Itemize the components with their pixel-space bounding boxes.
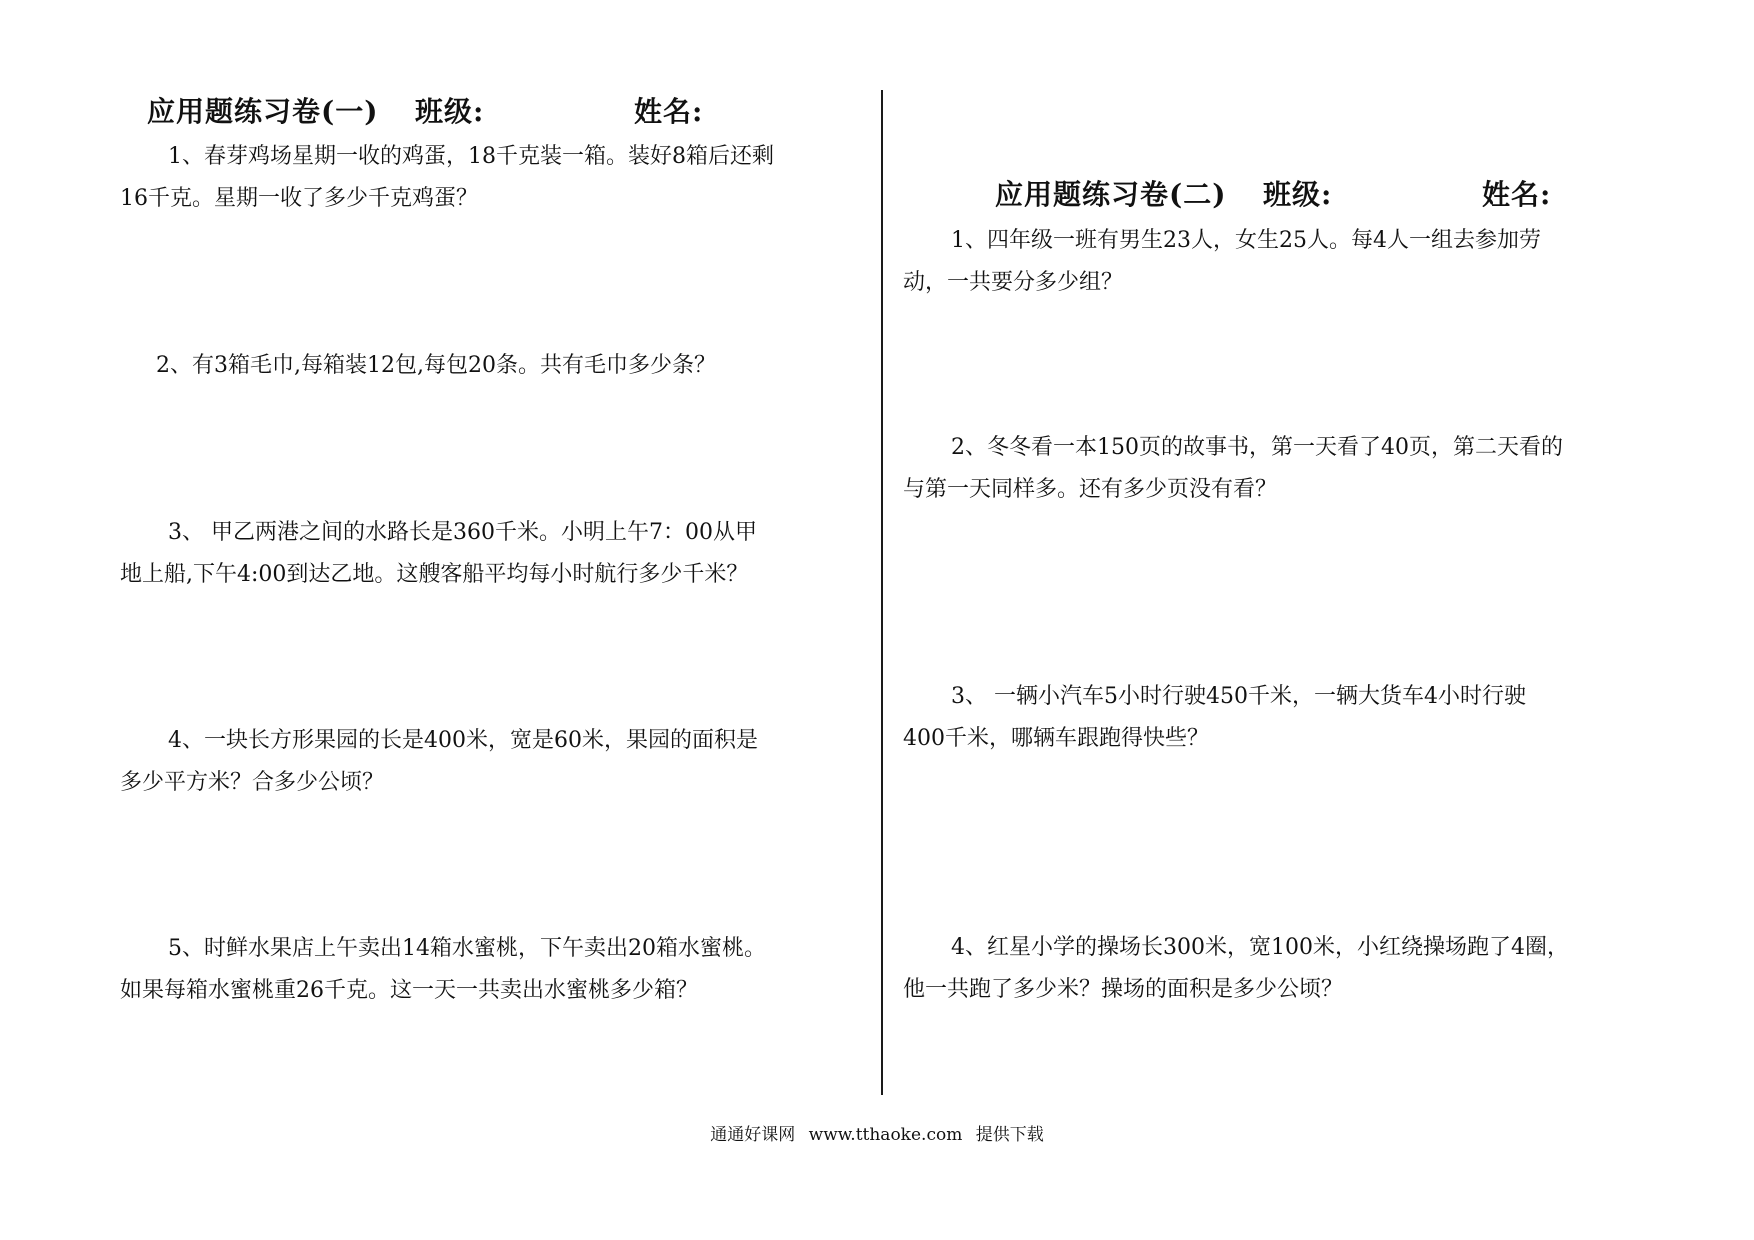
left-problem-1-line-1: 1、春芽鸡场星期一收的鸡蛋，18千克装一箱。装好8箱后还剩 (168, 144, 774, 169)
right-problem-1-line-1: 1、四年级一班有男生23人，女生25人。每4人一组去参加劳 (951, 228, 1541, 253)
left-problem-3-line-1: 3、 甲乙两港之间的水路长是360千米。小明上午7：00从甲 (168, 520, 757, 545)
left-problem-2-line-1: 2、有3箱毛巾,每箱装12包,每包20条。共有毛巾多少条？ (156, 353, 716, 378)
right-problem-3-line-1: 3、 一辆小汽车5小时行驶450千米，一辆大货车4小时行驶 (951, 684, 1526, 709)
left-problem-2 (120, 345, 716, 387)
right-problem-4 (903, 927, 1569, 1011)
right-problem-3 (903, 676, 1526, 760)
left-problem-5 (120, 928, 766, 1012)
left-name-label: 姓名: (634, 95, 704, 128)
footer (0, 1120, 1754, 1145)
left-heading (147, 92, 707, 132)
right-problem-1-line-2: 动，一共要分多少组？ (903, 270, 1124, 295)
right-heading (995, 175, 1555, 215)
right-problem-3-line-2: 400千米，哪辆车跟跑得快些？ (903, 726, 1209, 751)
footer-url[interactable]: www.tthaoke.com (808, 1125, 963, 1145)
left-problem-4 (120, 720, 758, 804)
left-problem-3-line-2: 地上船,下午4:00到达乙地。这艘客船平均每小时航行多少千米？ (120, 562, 749, 587)
left-title: 应用题练习卷(一) (147, 95, 379, 128)
right-problem-4-line-1: 4、红星小学的操场长300米，宽100米，小红绕操场跑了4圈， (951, 935, 1569, 960)
right-problem-2 (903, 427, 1563, 511)
left-problem-1-line-2: 16千克。星期一收了多少千克鸡蛋？ (120, 186, 478, 211)
footer-site-name: 通通好课网 (710, 1125, 796, 1145)
right-problem-2-line-2: 与第一天同样多。还有多少页没有看？ (903, 477, 1278, 502)
right-name-label: 姓名: (1482, 178, 1552, 211)
left-problem-1 (120, 136, 774, 220)
right-problem-1 (903, 220, 1541, 304)
column-divider (881, 90, 883, 1095)
footer-suffix: 提供下载 (975, 1125, 1044, 1145)
left-problem-5-line-1: 5、时鲜水果店上午卖出14箱水蜜桃，下午卖出20箱水蜜桃。 (168, 936, 766, 961)
left-class-label: 班级: (415, 95, 485, 128)
left-problem-4-line-1: 4、一块长方形果园的长是400米，宽是60米，果园的面积是 (168, 728, 758, 753)
right-title: 应用题练习卷(二) (995, 178, 1227, 211)
left-problem-3 (120, 512, 757, 596)
left-problem-4-line-2: 多少平方米？合多少公顷？ (120, 770, 385, 795)
right-problem-4-line-2: 他一共跑了多少米？操场的面积是多少公顷？ (903, 977, 1344, 1002)
right-class-label: 班级: (1263, 178, 1333, 211)
right-problem-2-line-1: 2、冬冬看一本150页的故事书，第一天看了40页，第二天看的 (951, 435, 1563, 460)
left-problem-5-line-2: 如果每箱水蜜桃重26千克。这一天一共卖出水蜜桃多少箱？ (120, 978, 698, 1003)
